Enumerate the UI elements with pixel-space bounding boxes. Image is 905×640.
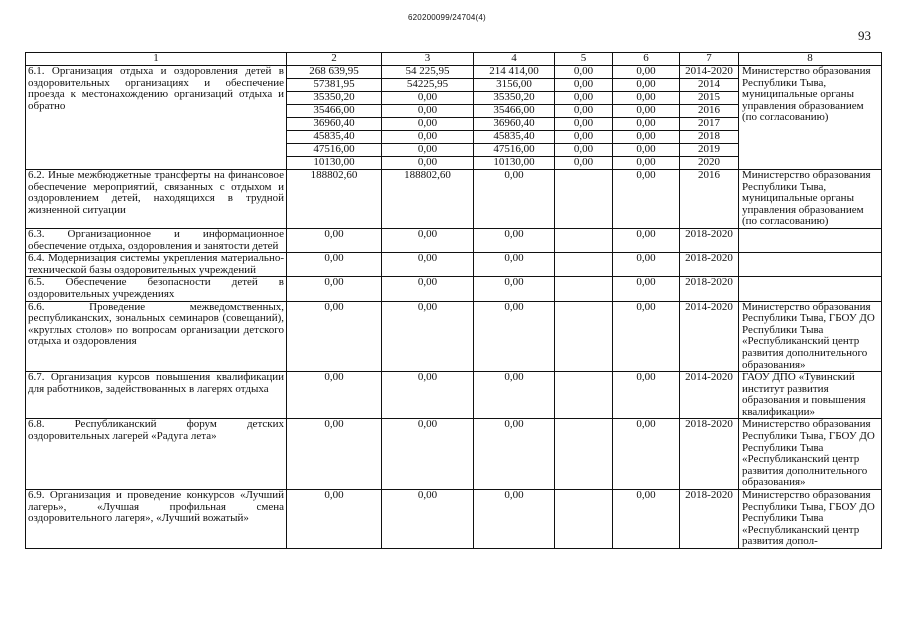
table-row [26,228,882,252]
value-cell: 0,00 [382,118,474,131]
value-cell: 0,00 [474,253,555,277]
value-cell: 36960,40 [287,118,382,131]
activity-name: 6.3. Организационное и информационное обеспечение отдыха, оздоровления и занятости детей [26,228,287,252]
value-cell: 0,00 [382,92,474,105]
value-cell: 0,00 [474,301,555,372]
value-cell: 35350,20 [474,92,555,105]
value-cell: 0,00 [555,131,613,144]
value-cell: 0,00 [613,66,680,79]
value-cell [555,170,613,229]
value-cell: 0,00 [613,490,680,549]
value-cell: 0,00 [613,170,680,229]
value-cell: 36960,40 [474,118,555,131]
value-cell: 0,00 [287,253,382,277]
value-cell: 45835,40 [287,131,382,144]
value-cell: 0,00 [613,372,680,419]
value-cell [555,228,613,252]
value-cell: 54225,95 [382,79,474,92]
activity-name: 6.9. Организация и проведение конкурсов «Лучший лагерь», «Лучшая профильная смена оздоровительного лагеря», «Лучший вожатый» [26,490,287,549]
header-cell: 2 [287,53,382,66]
activity-name: 6.1. Организация отдыха и оздоровления детей в оздоровительных организациях и обеспечение проезда к местонахождению организаций отдыха и обратно [26,66,287,170]
value-cell: 0,00 [613,301,680,372]
value-cell: 2014-2020 [680,66,739,79]
value-cell: 10130,00 [287,157,382,170]
value-cell: 45835,40 [474,131,555,144]
value-cell: 2020 [680,157,739,170]
value-cell: 0,00 [555,157,613,170]
value-cell: 0,00 [382,228,474,252]
value-cell: 188802,60 [382,170,474,229]
executor-cell [739,277,882,301]
value-cell: 57381,95 [287,79,382,92]
table-row [26,490,882,549]
value-cell: 2014-2020 [680,301,739,372]
value-cell: 47516,00 [287,144,382,157]
value-cell: 2016 [680,170,739,229]
value-cell: 2018-2020 [680,277,739,301]
value-cell: 0,00 [287,419,382,490]
executor-cell: ГАОУ ДПО «Тувинский институт развития образования и повышения квалификации» [739,372,882,419]
value-cell: 0,00 [555,105,613,118]
value-cell: 0,00 [613,92,680,105]
value-cell [555,490,613,549]
table-row [26,66,882,79]
page-number: 93 [858,28,871,43]
value-cell: 2018-2020 [680,490,739,549]
value-cell: 0,00 [474,490,555,549]
header-row [26,53,882,66]
value-cell: 0,00 [287,490,382,549]
value-cell: 0,00 [287,277,382,301]
value-cell: 188802,60 [287,170,382,229]
value-cell: 0,00 [474,170,555,229]
activity-name: 6.8. Республиканский форум детских оздоровительных лагерей «Радуга лета» [26,419,287,490]
document-id: 620200099/24704(4) [408,13,486,22]
value-cell: 2018-2020 [680,228,739,252]
header-cell: 6 [613,53,680,66]
value-cell: 2018 [680,131,739,144]
value-cell: 35466,00 [474,105,555,118]
value-cell [555,301,613,372]
header-cell: 5 [555,53,613,66]
value-cell: 0,00 [382,131,474,144]
value-cell [555,419,613,490]
table-row [26,372,882,419]
value-cell: 0,00 [613,277,680,301]
value-cell: 0,00 [555,118,613,131]
value-cell: 2018-2020 [680,253,739,277]
executor-cell: Министерство образования Республики Тыва, ГБОУ ДО Республики Тыва «Республиканский центр развития дополнительного образования» [739,301,882,372]
value-cell: 0,00 [613,105,680,118]
table-row [26,301,882,372]
executor-cell: Министерство образования Республики Тыва, ГБОУ ДО Республики Тыва «Республиканский центр развития дополнительного образования» [739,419,882,490]
value-cell: 0,00 [382,253,474,277]
activity-name: 6.5. Обеспечение безопасности детей в оздоровительных учреждениях [26,277,287,301]
value-cell: 2017 [680,118,739,131]
value-cell: 0,00 [555,66,613,79]
value-cell: 0,00 [474,228,555,252]
value-cell: 0,00 [382,419,474,490]
value-cell: 2014 [680,79,739,92]
value-cell: 2018-2020 [680,419,739,490]
value-cell: 0,00 [382,301,474,372]
value-cell: 0,00 [613,419,680,490]
value-cell: 10130,00 [474,157,555,170]
value-cell: 214 414,00 [474,66,555,79]
executor-cell [739,253,882,277]
table-row [26,170,882,229]
value-cell: 3156,00 [474,79,555,92]
value-cell: 2014-2020 [680,372,739,419]
value-cell: 0,00 [613,157,680,170]
value-cell: 0,00 [555,144,613,157]
value-cell: 0,00 [382,105,474,118]
value-cell: 0,00 [555,92,613,105]
activity-name: 6.6. Проведение межведомственных, республиканских, зональных семинаров (совещаний), «круглых столов» по вопросам организации детского отдыха и оздоровления [26,301,287,372]
table-row [26,419,882,490]
value-cell: 47516,00 [474,144,555,157]
value-cell: 0,00 [474,277,555,301]
value-cell: 0,00 [287,372,382,419]
value-cell: 268 639,95 [287,66,382,79]
value-cell: 0,00 [474,372,555,419]
value-cell: 0,00 [555,79,613,92]
executor-cell: Министерство образования Республики Тыва, ГБОУ ДО Республики Тыва «Республиканский центр развития допол- [739,490,882,549]
value-cell [555,253,613,277]
value-cell: 0,00 [613,131,680,144]
value-cell: 54 225,95 [382,66,474,79]
header-cell: 4 [474,53,555,66]
value-cell: 0,00 [382,372,474,419]
header-cell: 1 [26,53,287,66]
value-cell: 35350,20 [287,92,382,105]
header-cell: 7 [680,53,739,66]
value-cell [555,277,613,301]
value-cell: 0,00 [382,144,474,157]
value-cell: 2015 [680,92,739,105]
value-cell: 0,00 [474,419,555,490]
table-body [26,53,882,549]
value-cell: 0,00 [613,228,680,252]
executor-cell [739,228,882,252]
value-cell [555,372,613,419]
program-activities-table [25,52,882,549]
value-cell: 0,00 [382,277,474,301]
value-cell: 0,00 [382,490,474,549]
value-cell: 35466,00 [287,105,382,118]
executor-cell: Министерство образования Республики Тыва, муниципальные органы управления образованием (по согласованию) [739,66,882,170]
value-cell: 0,00 [613,79,680,92]
value-cell: 0,00 [613,144,680,157]
value-cell: 0,00 [613,253,680,277]
activity-name: 6.2. Иные межбюджетные трансферты на финансовое обеспечение мероприятий, связанных с отдыхом и оздоровлением детей, находящихся в трудной жизненной ситуации [26,170,287,229]
value-cell: 0,00 [287,228,382,252]
activity-name: 6.4. Модернизация системы укрепления материально-технической базы оздоровительных учреждений [26,253,287,277]
executor-cell: Министерство образования Республики Тыва, муниципальные органы управления образованием (по согласованию) [739,170,882,229]
table-row [26,253,882,277]
value-cell: 2019 [680,144,739,157]
header-cell: 3 [382,53,474,66]
value-cell: 0,00 [287,301,382,372]
header-cell: 8 [739,53,882,66]
activity-name: 6.7. Организация курсов повышения квалификации для работников, задействованных в лагерях отдыха [26,372,287,419]
table-row [26,277,882,301]
value-cell: 0,00 [613,118,680,131]
value-cell: 2016 [680,105,739,118]
value-cell: 0,00 [382,157,474,170]
